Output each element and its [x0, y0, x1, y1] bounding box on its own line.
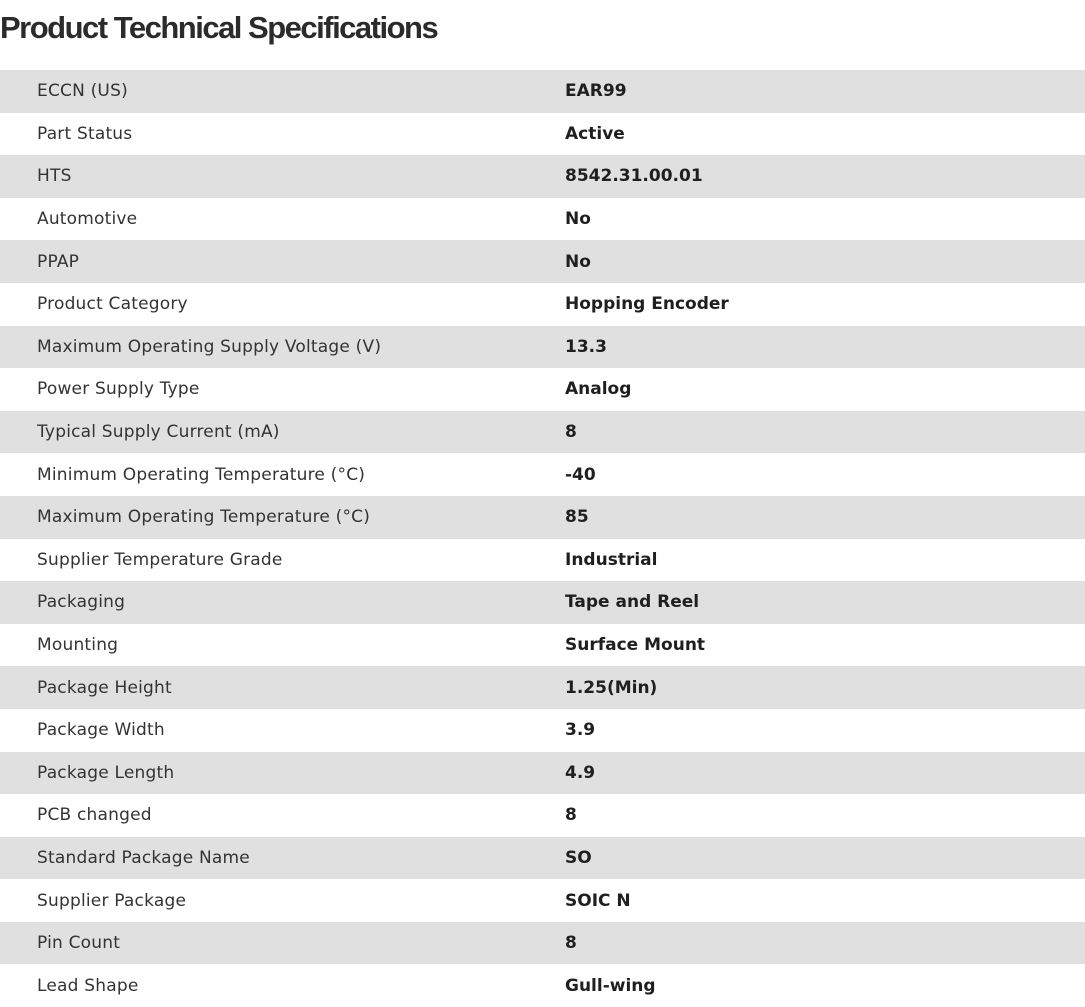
spec-label: Lead Shape	[37, 975, 139, 996]
spec-row-lead-shape	[0, 964, 1085, 1007]
spec-row-mounting	[0, 624, 1085, 667]
spec-label: Supplier Temperature Grade	[37, 549, 283, 570]
spec-row-package-length	[0, 752, 1085, 795]
spec-value: SO	[565, 847, 592, 868]
spec-label: Package Height	[37, 677, 172, 698]
spec-value: EAR99	[565, 81, 627, 102]
spec-row-supply-current	[0, 411, 1085, 454]
spec-row-pin-count	[0, 922, 1085, 965]
spec-table	[0, 70, 1085, 1007]
spec-row-product-category	[0, 283, 1085, 326]
spec-value: Active	[565, 123, 625, 144]
spec-row-eccn	[0, 70, 1085, 113]
spec-label: PPAP	[37, 251, 80, 272]
spec-row-package-height	[0, 666, 1085, 709]
spec-value: 3.9	[565, 720, 596, 741]
spec-label: Maximum Operating Temperature (°C)	[37, 507, 371, 528]
spec-row-pcb-changed	[0, 794, 1085, 837]
spec-value: Tape and Reel	[565, 592, 700, 613]
spec-label: Supplier Package	[37, 890, 187, 911]
spec-row-packaging	[0, 581, 1085, 624]
spec-value: Analog	[565, 379, 632, 400]
page-title: Product Technical Specifications	[0, 10, 438, 45]
spec-label: Maximum Operating Supply Voltage (V)	[37, 336, 382, 357]
spec-value: 13.3	[565, 336, 607, 357]
spec-label: HTS	[37, 166, 72, 187]
spec-label: Pin Count	[37, 933, 121, 954]
spec-label: PCB changed	[37, 805, 152, 826]
spec-row-ppap	[0, 240, 1085, 283]
spec-row-max-supply-voltage	[0, 326, 1085, 369]
spec-label: Product Category	[37, 294, 188, 315]
spec-table-body	[0, 70, 1085, 1007]
spec-row-hts	[0, 155, 1085, 198]
spec-value: 8	[565, 805, 577, 826]
spec-value: 4.9	[565, 762, 596, 783]
spec-label: Part Status	[37, 123, 133, 144]
spec-value: -40	[565, 464, 596, 485]
spec-value: Surface Mount	[565, 635, 706, 656]
spec-label: Minimum Operating Temperature (°C)	[37, 464, 366, 485]
spec-value: Industrial	[565, 549, 658, 570]
spec-label: Standard Package Name	[37, 847, 250, 868]
spec-row-standard-package-name	[0, 837, 1085, 880]
spec-value: 8	[565, 422, 577, 443]
spec-label: Packaging	[37, 592, 126, 613]
spec-row-min-temp	[0, 453, 1085, 496]
spec-row-part-status	[0, 113, 1085, 156]
spec-label: Package Length	[37, 762, 175, 783]
spec-value: 85	[565, 507, 589, 528]
spec-row-supplier-package	[0, 879, 1085, 922]
spec-label: ECCN (US)	[37, 81, 128, 102]
spec-row-max-temp	[0, 496, 1085, 539]
spec-value: Gull-wing	[565, 975, 656, 996]
spec-label: Automotive	[37, 209, 138, 230]
spec-label: Package Width	[37, 720, 165, 741]
spec-row-power-supply-type	[0, 368, 1085, 411]
spec-value: SOIC N	[565, 890, 631, 911]
spec-row-temp-grade	[0, 539, 1085, 582]
spec-value: No	[565, 251, 591, 272]
spec-value: 8542.31.00.01	[565, 166, 703, 187]
spec-row-package-width	[0, 709, 1085, 752]
spec-value: Hopping Encoder	[565, 294, 729, 315]
spec-label: Power Supply Type	[37, 379, 200, 400]
spec-value: 8	[565, 933, 577, 954]
spec-value: 1.25(Min)	[565, 677, 658, 698]
spec-label: Typical Supply Current (mA)	[37, 422, 280, 443]
spec-row-automotive	[0, 198, 1085, 241]
spec-label: Mounting	[37, 635, 119, 656]
spec-value: No	[565, 209, 591, 230]
